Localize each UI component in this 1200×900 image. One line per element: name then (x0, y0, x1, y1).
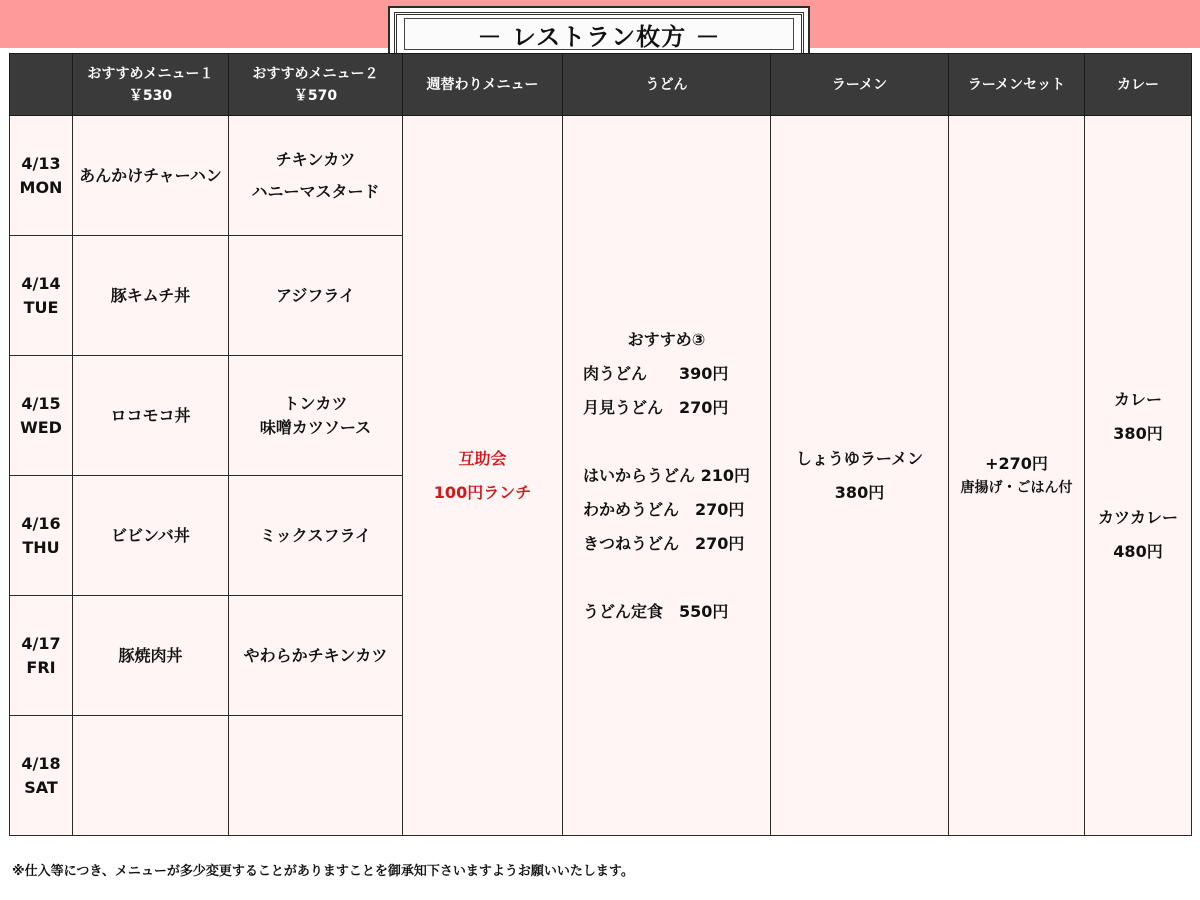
header-menu1-label: おすすめメニュー１ (87, 65, 214, 82)
header-menu2-price: ￥570 (293, 87, 338, 104)
date: 4/13 (21, 153, 61, 173)
footnote: ※仕入等につき、メニューが多少変更することがありますことを御承知下さいますようお願いいたします。 (12, 864, 634, 879)
date: 4/17 (21, 633, 61, 653)
ramen-name: しょうゆラーメン (795, 448, 924, 468)
header-ramen-set: ラーメンセット (949, 54, 1085, 116)
spacer (1085, 451, 1191, 501)
ramen-cell (771, 116, 949, 836)
header-udon: うどん (563, 54, 771, 116)
menu1-cell: あんかけチャーハン (73, 116, 229, 236)
menu2-cell (229, 236, 403, 356)
udon-item: わかめうどん 270円 (583, 499, 745, 519)
udon-list (583, 323, 750, 629)
curry-price: 380円 (1113, 423, 1163, 443)
date: 4/15 (21, 393, 61, 413)
weekly-cell (403, 116, 563, 836)
menu2-line1: チキンカツ (275, 149, 356, 169)
curry-name: カレー (1113, 389, 1162, 409)
menu2-cell (229, 476, 403, 596)
weekly-line2: 100円ランチ (433, 482, 532, 502)
spacer (583, 425, 750, 459)
menu2-line1: アジフライ (276, 285, 355, 305)
udon-item: きつねうどん 270円 (583, 533, 745, 553)
date: 4/14 (21, 273, 61, 293)
date-cell (10, 356, 73, 476)
day-of-week: TUE (23, 297, 59, 317)
menu1-cell: 豚キムチ丼 (73, 236, 229, 356)
katsu-curry-name: カツカレー (1097, 507, 1178, 527)
header-weekly: 週替わりメニュー (403, 54, 563, 116)
day-of-week: FRI (26, 657, 56, 677)
ramen-set-price: +270円 (985, 453, 1048, 473)
udon-item: はいからうどん 210円 (583, 465, 750, 485)
header-menu2 (229, 54, 403, 116)
header-date (10, 54, 73, 116)
ramen-set-note: 唐揚げ・ごはん付 (960, 479, 1073, 496)
udon-item: うどん定食 550円 (583, 601, 729, 621)
menu1-cell: ロコモコ丼 (73, 356, 229, 476)
menu2-cell (229, 356, 403, 476)
date: 4/16 (21, 513, 61, 533)
menu2-line1: トンカツ (283, 393, 348, 413)
day-of-week: WED (20, 417, 62, 437)
menu2-cell (229, 596, 403, 716)
weekly-line1: 互助会 (458, 448, 507, 468)
menu-table (9, 53, 1192, 836)
day-of-week: THU (22, 537, 60, 557)
date-cell (10, 716, 73, 836)
menu1-cell: ビビンバ丼 (73, 476, 229, 596)
spacer (583, 561, 750, 595)
menu2-line2: ハニーマスタード (251, 181, 380, 201)
udon-title: おすすめ③ (627, 329, 706, 349)
date-cell (10, 476, 73, 596)
header-menu2-label: おすすめメニュー２ (252, 65, 379, 82)
date: 4/18 (21, 753, 61, 773)
date-cell (10, 116, 73, 236)
header-row (10, 54, 1192, 116)
menu2-cell (229, 116, 403, 236)
date-cell (10, 596, 73, 716)
udon-item: 肉うどん 390円 (583, 363, 729, 383)
udon-item: 月見うどん 270円 (583, 397, 729, 417)
menu1-cell: 豚焼肉丼 (73, 596, 229, 716)
udon-cell (563, 116, 771, 836)
day-of-week: SAT (24, 777, 58, 797)
menu2-line1: ミックスフライ (259, 525, 372, 545)
ramen-price: 380円 (834, 482, 885, 502)
header-ramen: ラーメン (771, 54, 949, 116)
header-menu1-price: ￥530 (128, 87, 173, 104)
header-curry: カレー (1085, 54, 1192, 116)
katsu-curry-price: 480円 (1113, 541, 1163, 561)
ramen-set-cell (949, 116, 1085, 836)
page-title: － レストラン枚方 － (404, 18, 794, 50)
day-of-week: MON (19, 177, 63, 197)
menu2-cell (229, 716, 403, 836)
menu2-line1: やわらかチキンカツ (243, 645, 388, 665)
header-menu1 (73, 54, 229, 116)
menu2-line2: 味噌カツソース (259, 417, 372, 437)
curry-cell (1085, 116, 1192, 836)
table-row (10, 116, 1192, 236)
menu1-cell (73, 716, 229, 836)
date-cell (10, 236, 73, 356)
